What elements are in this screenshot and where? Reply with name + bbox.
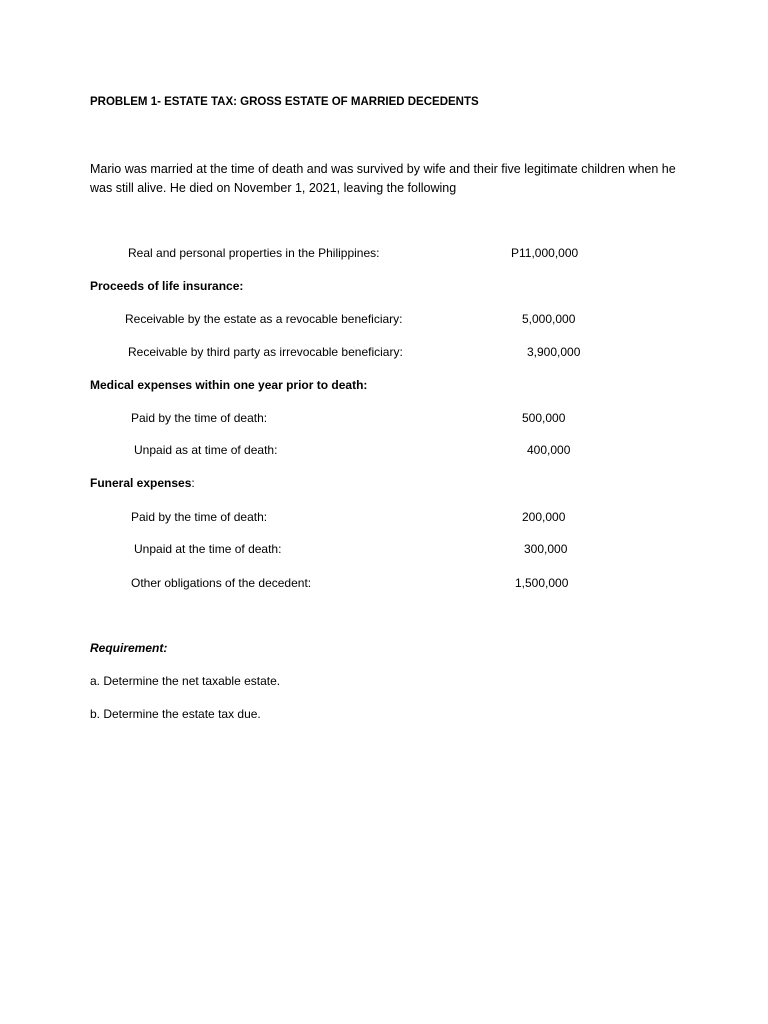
real-personal-label: Real and personal properties in the Philippines: [128,246,380,260]
funeral-unpaid-amount: 300,000 [524,542,568,556]
problem-title: PROBLEM 1- ESTATE TAX: GROSS ESTATE OF MARRIED DECEDENTS [90,96,479,108]
problem-intro: Mario was married at the time of death and was survived by wife and their five legitimate children when he was still alive. He died on November 1, 2021, leaving the following [90,162,676,195]
life-insurance-heading: Proceeds of life insurance: [90,279,244,293]
requirement-b: b. Determine the estate tax due. [90,707,261,721]
life-irrevocable-amount: 3,900,000 [527,345,581,359]
funeral-heading-colon: : [191,476,195,490]
medical-paid-amount: 500,000 [522,411,566,425]
medical-heading: Medical expenses within one year prior to death: [90,378,368,392]
requirement-a: a. Determine the net taxable estate. [90,674,281,688]
life-revocable-amount: 5,000,000 [522,312,576,326]
funeral-heading-row [90,476,195,490]
funeral-unpaid-label: Unpaid at the time of death: [134,542,282,556]
other-obligations-label: Other obligations of the decedent: [131,576,312,590]
funeral-heading: Funeral expenses [90,476,192,490]
requirement-heading: Requirement: [90,641,168,655]
funeral-paid-label: Paid by the time of death: [131,510,268,524]
real-personal-amount: P11,000,000 [511,246,579,260]
funeral-paid-amount: 200,000 [522,510,566,524]
other-obligations-amount: 1,500,000 [515,576,569,590]
medical-paid-label: Paid by the time of death: [131,411,268,425]
life-irrevocable-label: Receivable by third party as irrevocable beneficiary: [128,345,403,359]
medical-unpaid-amount: 400,000 [527,443,571,457]
life-revocable-label: Receivable by the estate as a revocable beneficiary: [125,312,403,326]
medical-unpaid-label: Unpaid as at time of death: [134,443,278,457]
